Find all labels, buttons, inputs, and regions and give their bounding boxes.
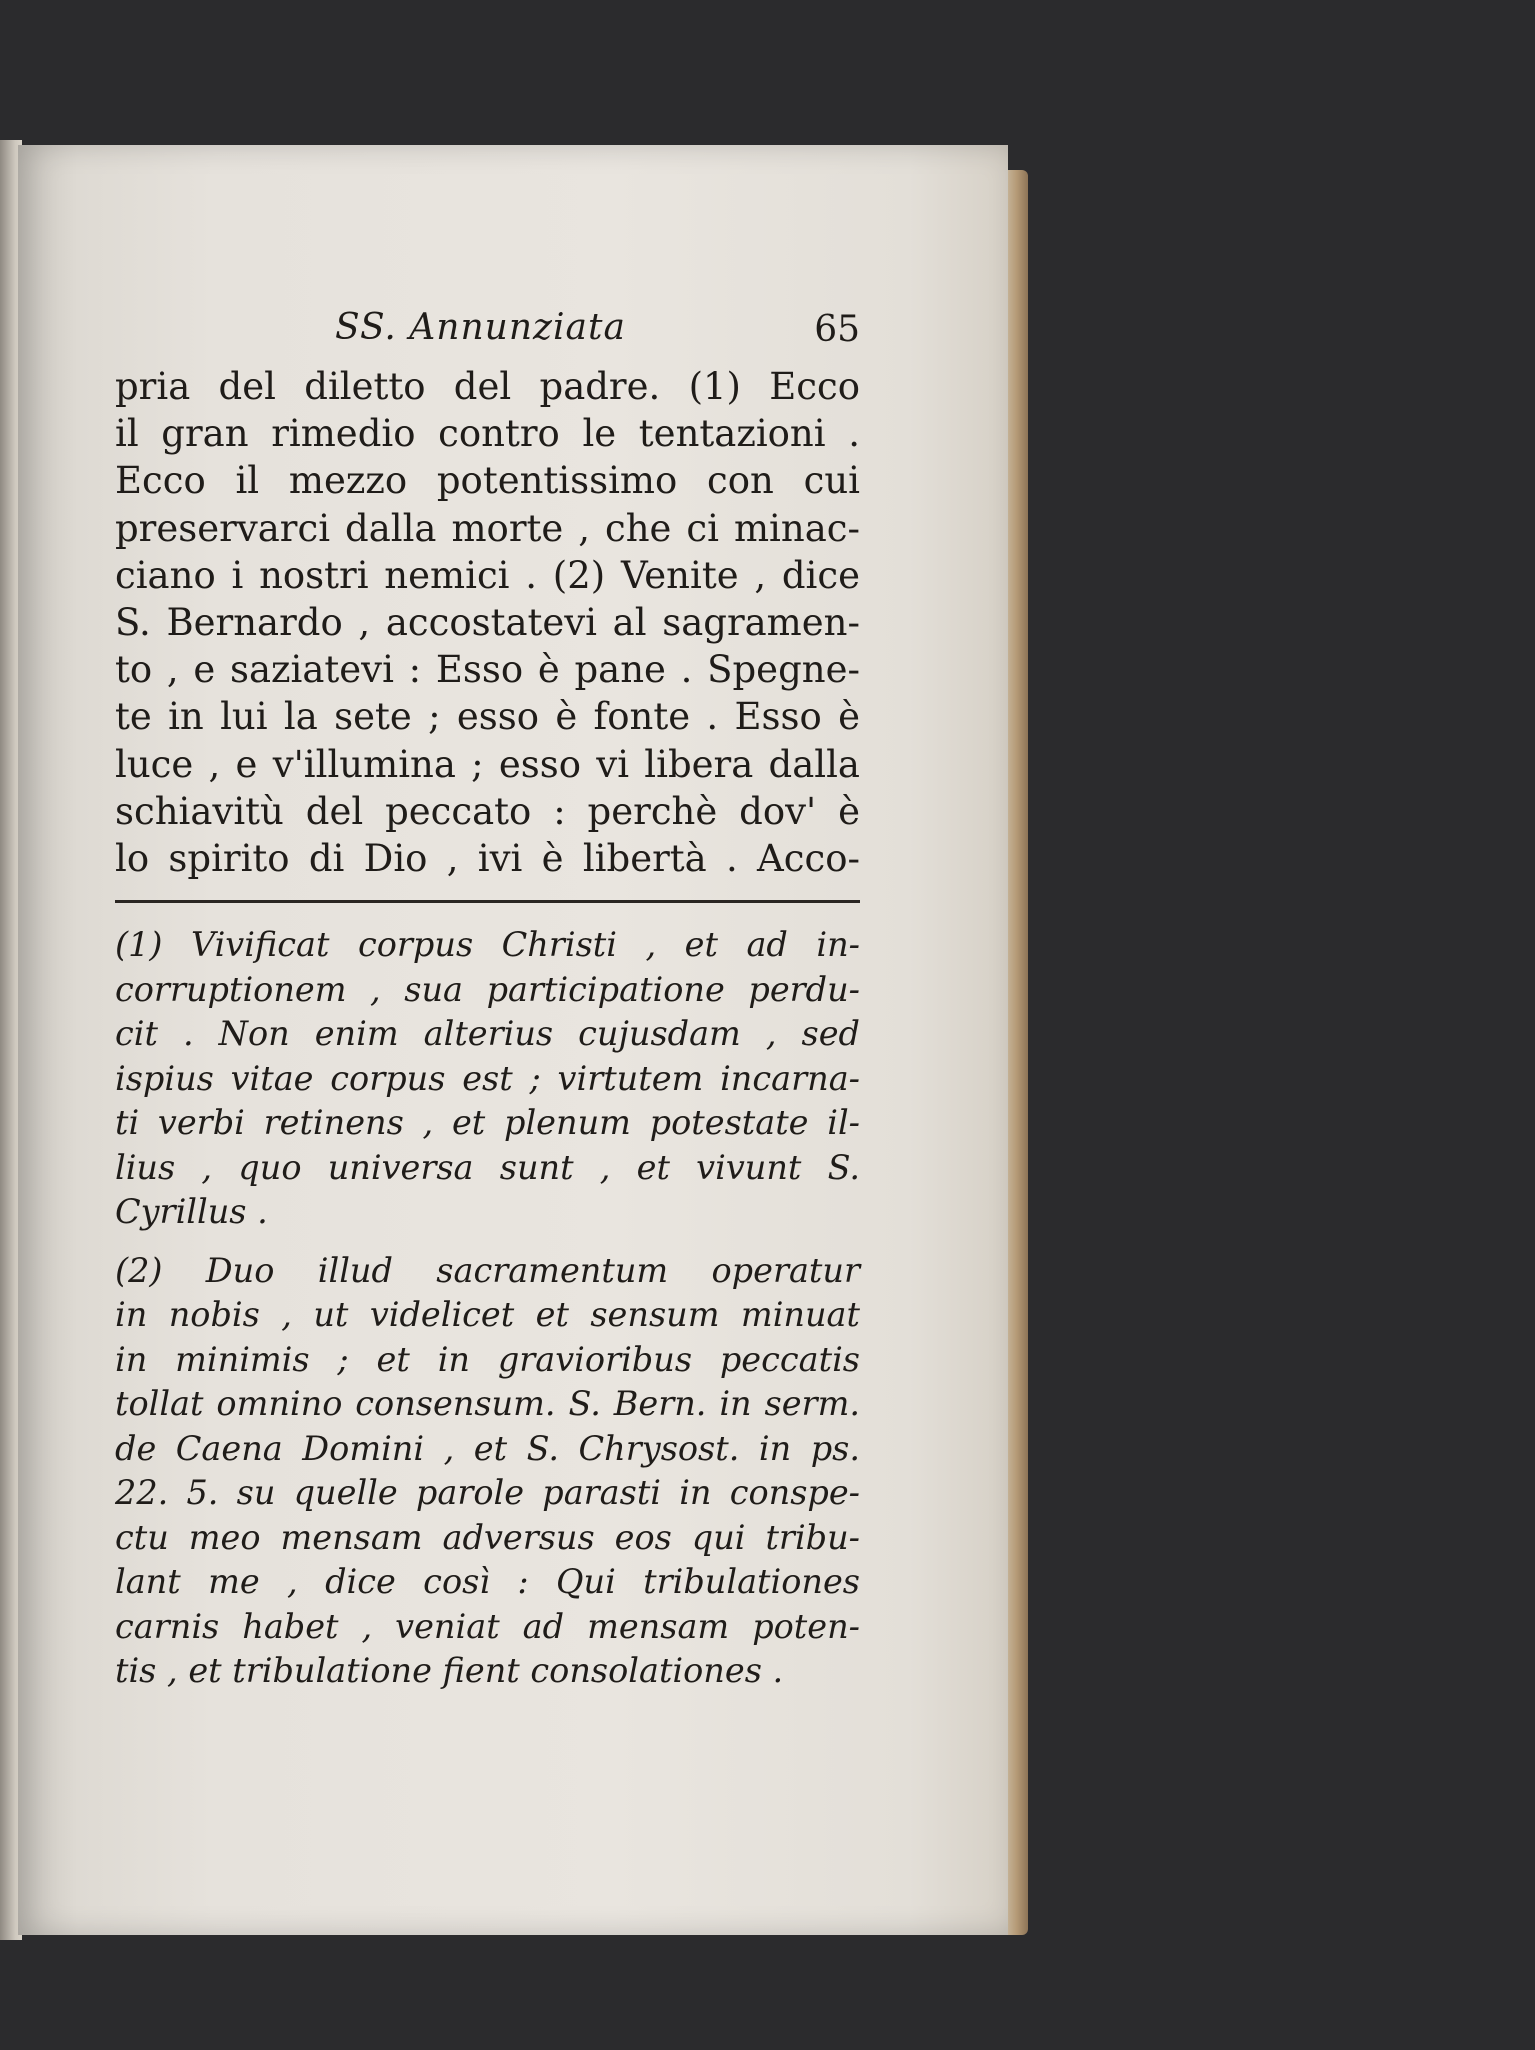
footnote-1: [115, 923, 860, 1235]
body-line: S. Bernardo , accostatevi al sagramen-: [115, 600, 860, 644]
body-line: lo spirito di Dio , ivi è libertà . Acco-: [115, 836, 860, 880]
running-head: SS. Annunziata: [335, 307, 626, 348]
page-header: [115, 305, 860, 363]
footnote-2: [115, 1249, 860, 1694]
page-text: [115, 305, 860, 1694]
body-line: schiavitù del peccato : perchè dov' è: [115, 789, 860, 833]
footnote-line: lant me , dice così : Qui tribulationes: [115, 1562, 860, 1602]
page-number: 65: [814, 309, 860, 350]
footnote-line: ispius vitae corpus est ; virtutem incarna-: [115, 1058, 860, 1098]
footnote-line: tis , et tribulatione fient consolationes .: [115, 1651, 784, 1691]
footnote-line: in nobis , ut videlicet et sensum minuat: [115, 1295, 860, 1335]
body-line: pria del diletto del padre. (1) Ecco: [115, 365, 860, 408]
footnote-line: ctu meo mensam adversus eos qui tribu-: [115, 1517, 860, 1557]
footnote-line: (1) Vivificat corpus Christi , et ad in-: [115, 925, 860, 965]
body-line: preservarci dalla morte , che ci minac-: [115, 506, 860, 550]
footnote-line: carnis habet , veniat ad mensam poten-: [115, 1606, 860, 1646]
footnote-rule: [115, 900, 860, 903]
body-line: luce , e v'illumina ; esso vi libera dalla: [115, 742, 860, 786]
body-line: te in lui la sete ; esso è fonte . Esso è: [115, 695, 860, 739]
footnote-line: cit . Non enim alterius cujusdam , sed: [115, 1014, 860, 1054]
footnote-line: Cyrillus .: [115, 1192, 268, 1232]
footnote-line: de Caena Domini , et S. Chrysost. in ps.: [115, 1428, 860, 1468]
body-line: Ecco il mezzo potentissimo con cui: [115, 459, 860, 503]
footnote-line: ti verbi retinens , et plenum potestate il-: [115, 1103, 860, 1143]
footnote-line: lius , quo universa sunt , et vivunt S.: [115, 1147, 860, 1187]
body-line: to , e saziatevi : Esso è pane . Spegne-: [115, 648, 860, 692]
footnote-line: (2) Duo illud sacramentum operatur: [115, 1250, 860, 1290]
body-line: il gran rimedio contro le tentazioni .: [115, 412, 860, 456]
main-text: [115, 363, 860, 882]
footnote-line: 22. 5. su quelle parole parasti in conspe-: [115, 1473, 860, 1513]
footnote-line: corruptionem , sua participatione perdu-: [115, 969, 860, 1009]
footnote-line: in minimis ; et in gravioribus peccatis: [115, 1339, 860, 1379]
body-line: ciano i nostri nemici . (2) Venite , dice: [115, 553, 860, 597]
footnote-gap: [115, 1235, 860, 1249]
footnote-line: tollat omnino consensum. S. Bern. in serm.: [115, 1384, 860, 1424]
